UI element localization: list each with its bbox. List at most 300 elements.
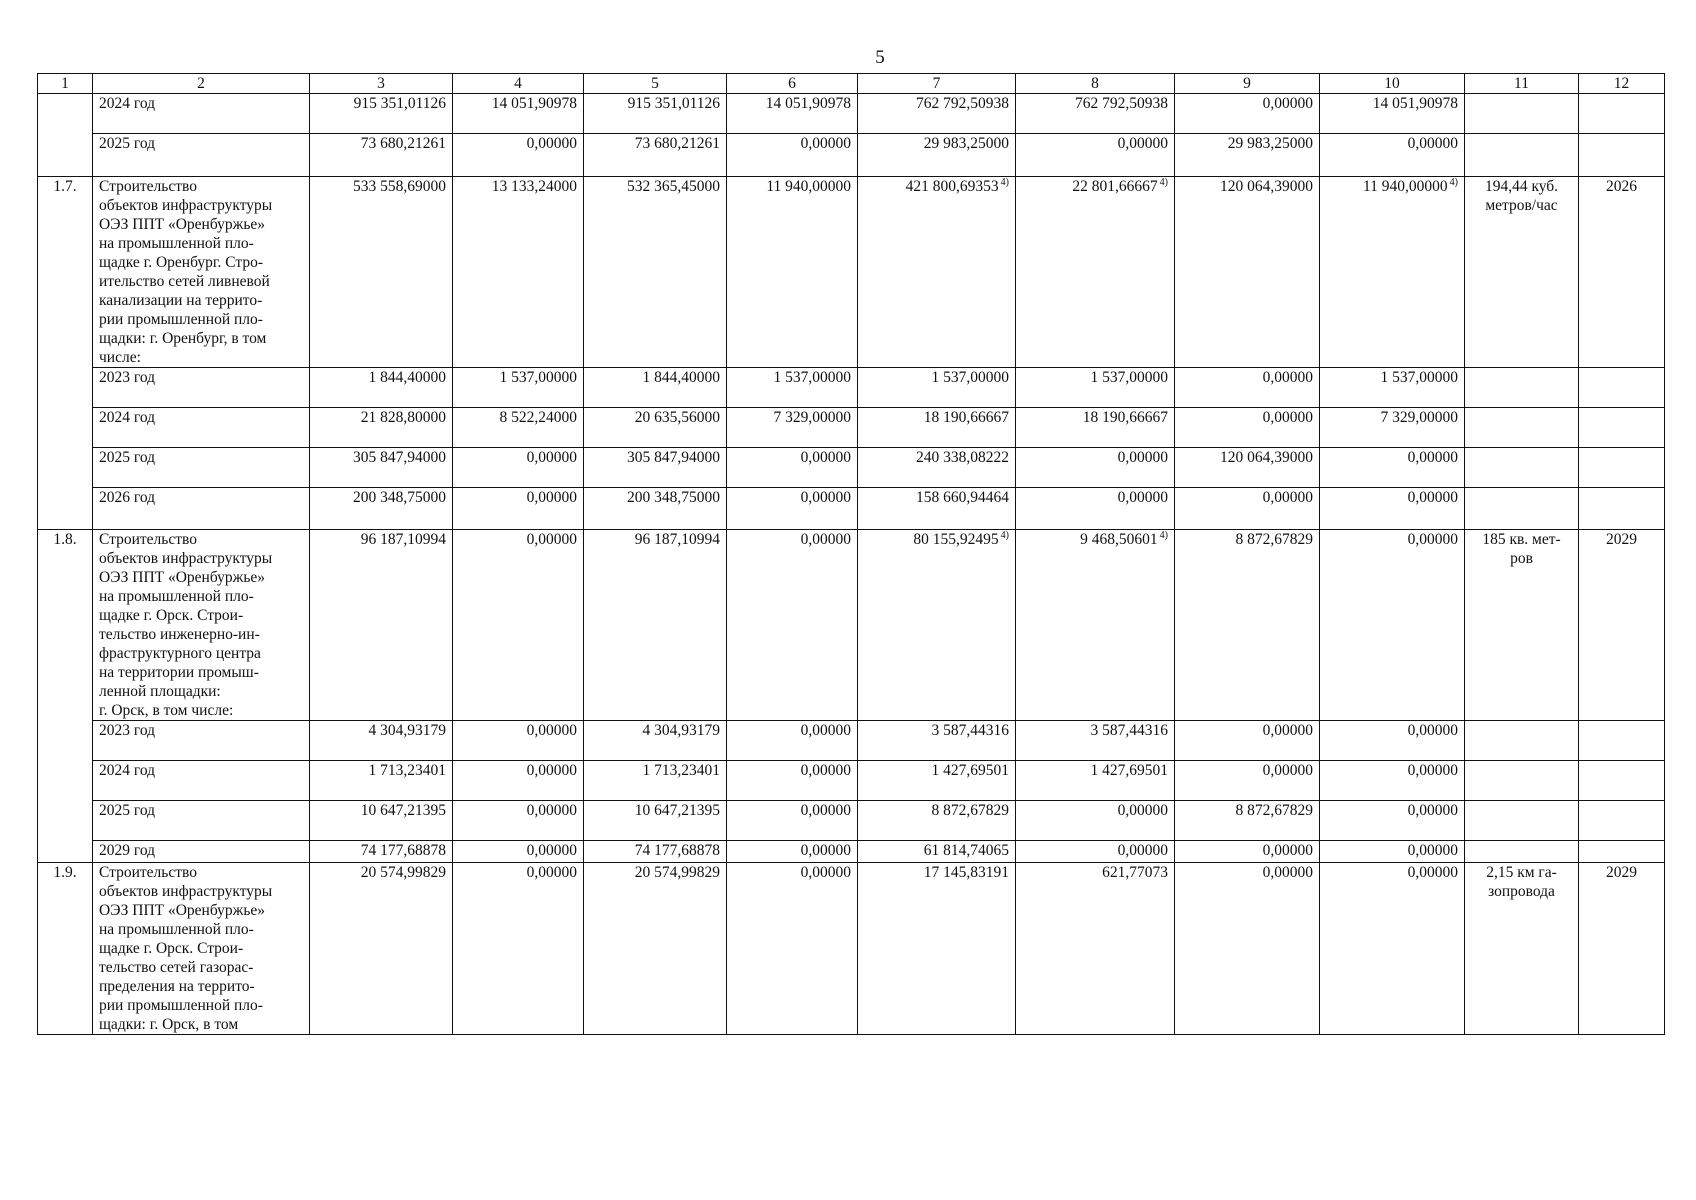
column-header-8: 8 [1016,74,1175,94]
value-cell-col-8 [1016,177,1175,368]
value-text: 0,00000 [526,449,577,466]
completion-year-cell [1579,801,1665,841]
value-text: 29 983,25000 [1227,135,1313,152]
name-line: на промышленной пло- [99,921,254,938]
page-number: 5 [875,47,885,68]
value-cell-col-6 [727,863,858,1035]
name-line: 2025 год [99,135,156,152]
value-text: 61 814,74065 [923,842,1009,859]
value-text: 0,00000 [1407,722,1458,739]
footnote-mark: 4) [1159,529,1168,541]
name-line: тельство сетей газорас- [99,959,254,976]
capacity-cell [1465,408,1579,448]
value-cell-col-3 [310,530,453,721]
item-name-cell [93,530,310,721]
value-text: 0,00000 [800,762,851,779]
value-text: 0,00000 [1262,95,1313,112]
year-cell [93,488,310,530]
value-text: 4 304,93179 [368,722,446,739]
footnote-mark: 4) [1000,176,1009,188]
value-text: 13 133,24000 [491,178,577,195]
capacity-cell [1465,448,1579,488]
value-cell-col-4 [453,863,584,1035]
completion-year-cell [1579,488,1665,530]
value-cell-col-9 [1175,761,1320,801]
value-cell-col-8 [1016,530,1175,721]
value-cell-col-7 [858,368,1016,408]
value-cell-col-5 [584,801,727,841]
table-row-year [38,134,1665,177]
value-text: 96 187,10994 [634,531,720,548]
value-cell-col-6 [727,368,858,408]
value-cell-col-9 [1175,863,1320,1035]
value-cell-col-6 [727,94,858,134]
year-cell [93,94,310,134]
value-text: 3 587,44316 [931,722,1009,739]
name-line: 2024 год [99,409,156,426]
value-text: 1 537,00000 [773,369,851,386]
value-text: 4 304,93179 [642,722,720,739]
value-text: 1 427,69501 [931,762,1009,779]
value-text: 80 155,92495 [913,531,999,548]
value-cell-col-6 [727,488,858,530]
name-line: Строительство [99,178,197,195]
value-cell-col-4 [453,488,584,530]
value-cell-col-5 [584,761,727,801]
value-cell-col-9 [1175,841,1320,863]
column-header-2: 2 [93,74,310,94]
value-text: 18 190,66667 [923,409,1009,426]
value-cell-col-3 [310,94,453,134]
value-text: 0,00000 [1262,489,1313,506]
capacity-cell [1465,841,1579,863]
capacity-cell [1465,368,1579,408]
table-row-year [38,368,1665,408]
table-row-item [38,177,1665,368]
capacity-cell [1465,94,1579,134]
name-line: на территории промыш- [99,664,259,681]
value-text: 1 844,40000 [642,369,720,386]
completion-year-cell [1579,721,1665,761]
value-text: 621,77073 [1102,864,1168,881]
value-cell-col-5 [584,863,727,1035]
value-cell-col-5 [584,134,727,177]
value-text: 96 187,10994 [360,531,446,548]
table-row-year [38,841,1665,863]
value-cell-col-9 [1175,721,1320,761]
name-line: щадки: г. Оренбург, в том [99,330,267,347]
value-text: 421 800,69353 [905,178,999,195]
value-text: 1 537,00000 [1380,369,1458,386]
value-cell-col-3 [310,761,453,801]
value-cell-col-8 [1016,134,1175,177]
value-cell-col-3 [310,863,453,1035]
value-text: 0,00000 [800,722,851,739]
table-row-year [38,488,1665,530]
value-cell-col-6 [727,841,858,863]
name-line: щадке г. Оренбург. Стро- [99,254,263,271]
name-line: 2023 год [99,369,156,386]
year-cell [93,761,310,801]
name-line: пределения на террито- [99,978,255,995]
column-header-5: 5 [584,74,727,94]
value-text: 0,00000 [526,531,577,548]
value-text: 915 351,01126 [353,95,446,112]
value-cell-col-5 [584,488,727,530]
value-cell-col-5 [584,368,727,408]
name-line: рии промышленной пло- [99,311,263,328]
value-text: 22 801,66667 [1072,178,1158,195]
completion-year-cell: 2029 [1579,863,1665,1035]
value-cell-col-4 [453,448,584,488]
value-text: 0,00000 [1407,531,1458,548]
value-cell-col-8 [1016,488,1175,530]
value-text: 0,00000 [800,449,851,466]
name-line: 2029 год [99,842,156,859]
value-text: 0,00000 [800,842,851,859]
value-text: 200 348,75000 [353,489,446,506]
value-text: 915 351,01126 [627,95,720,112]
value-cell-col-7 [858,177,1016,368]
value-cell-col-6 [727,530,858,721]
name-line: ОЭЗ ППТ «Оренбуржье» [99,216,266,233]
value-cell-col-4 [453,177,584,368]
value-cell-col-9 [1175,448,1320,488]
value-text: 8 872,67829 [931,802,1009,819]
value-text: 7 329,00000 [773,409,851,426]
column-header-12: 12 [1579,74,1665,94]
table-row-year [38,94,1665,134]
item-name-cell [93,863,310,1035]
value-cell-col-7 [858,721,1016,761]
item-name-cell [93,177,310,368]
value-text: 0,00000 [526,762,577,779]
completion-year-cell: 2029 [1579,530,1665,721]
column-header-1: 1 [38,74,93,94]
table-row-item [38,530,1665,721]
item-code-cell: 1.8. [38,530,93,863]
name-line: объектов инфраструктуры [99,197,273,214]
value-cell-col-5 [584,721,727,761]
value-cell-col-9 [1175,177,1320,368]
value-cell-col-10 [1320,801,1465,841]
value-text: 0,00000 [1117,449,1168,466]
name-line: объектов инфраструктуры [99,883,273,900]
value-text: 1 427,69501 [1090,762,1168,779]
value-cell-col-10 [1320,408,1465,448]
completion-year-cell [1579,408,1665,448]
budget-table [37,73,1665,1035]
value-text: 0,00000 [1407,864,1458,881]
completion-year-cell [1579,761,1665,801]
value-cell-col-5 [584,408,727,448]
value-cell-col-7 [858,801,1016,841]
table-body [38,74,1665,1035]
value-text: 0,00000 [526,489,577,506]
table-row-year [38,448,1665,488]
value-cell-col-3 [310,408,453,448]
value-text: 305 847,94000 [627,449,720,466]
value-text: 1 713,23401 [642,762,720,779]
footnote-mark: 4) [1000,529,1009,541]
name-line: числе: [99,349,141,366]
value-text: 0,00000 [526,864,577,881]
value-cell-col-5 [584,94,727,134]
name-line: ОЭЗ ППТ «Оренбуржье» [99,569,266,586]
value-text: 1 844,40000 [368,369,446,386]
value-text: 0,00000 [526,842,577,859]
value-cell-col-10 [1320,94,1465,134]
value-cell-col-3 [310,448,453,488]
item-code-cell: 1.9. [38,863,93,1035]
value-text: 0,00000 [1262,762,1313,779]
capacity-line: ров [1510,550,1533,567]
value-text: 14 051,90978 [491,95,577,112]
value-text: 240 338,08222 [916,449,1009,466]
value-text: 7 329,00000 [1380,409,1458,426]
value-text: 9 468,50601 [1080,531,1158,548]
name-line: 2025 год [99,802,156,819]
value-cell-col-9 [1175,94,1320,134]
value-cell-col-3 [310,134,453,177]
value-text: 1 537,00000 [931,369,1009,386]
value-text: 20 635,56000 [634,409,720,426]
value-cell-col-9 [1175,368,1320,408]
column-header-11: 11 [1465,74,1579,94]
value-text: 8 872,67829 [1235,531,1313,548]
name-line: ленной площадки: [99,683,221,700]
value-text: 1 537,00000 [1090,369,1168,386]
value-cell-col-4 [453,841,584,863]
value-text: 200 348,75000 [627,489,720,506]
value-cell-col-4 [453,134,584,177]
value-cell-col-8 [1016,863,1175,1035]
value-cell-col-6 [727,721,858,761]
value-cell-col-10 [1320,761,1465,801]
value-cell-col-9 [1175,408,1320,448]
year-cell [93,801,310,841]
value-text: 11 940,00000 [1362,178,1448,195]
value-cell-col-10 [1320,530,1465,721]
value-cell-col-8 [1016,721,1175,761]
column-header-9: 9 [1175,74,1320,94]
value-cell-col-7 [858,448,1016,488]
value-cell-col-7 [858,408,1016,448]
column-header-7: 7 [858,74,1016,94]
value-cell-col-7 [858,841,1016,863]
year-cell [93,448,310,488]
value-text: 0,00000 [526,722,577,739]
value-text: 21 828,80000 [360,409,446,426]
year-cell [93,841,310,863]
name-line: щадке г. Орск. Строи- [99,607,244,624]
value-text: 73 680,21261 [634,135,720,152]
table-row-year [38,801,1665,841]
value-text: 532 365,45000 [627,178,720,195]
capacity-line: 194,44 куб. [1484,178,1559,195]
name-line: рии промышленной пло- [99,997,263,1014]
value-text: 762 792,50938 [1075,95,1168,112]
name-line: г. Орск, в том числе: [99,702,234,719]
capacity-cell [1465,488,1579,530]
value-text: 74 177,68878 [634,842,720,859]
name-line: 2024 год [99,762,156,779]
year-cell [93,721,310,761]
capacity-cell [1465,863,1579,1035]
value-text: 14 051,90978 [765,95,851,112]
value-text: 0,00000 [800,531,851,548]
value-cell-col-10 [1320,721,1465,761]
value-text: 0,00000 [1117,135,1168,152]
value-cell-col-6 [727,134,858,177]
value-cell-col-8 [1016,368,1175,408]
value-text: 305 847,94000 [353,449,446,466]
value-text: 8 872,67829 [1235,802,1313,819]
value-text: 73 680,21261 [360,135,446,152]
value-text: 0,00000 [526,135,577,152]
value-cell-col-3 [310,841,453,863]
value-cell-col-7 [858,134,1016,177]
name-line: фраструктурного центра [99,645,261,662]
value-text: 762 792,50938 [916,95,1009,112]
value-cell-col-10 [1320,448,1465,488]
footnote-mark: 4) [1449,176,1458,188]
completion-year-cell [1579,94,1665,134]
value-text: 74 177,68878 [360,842,446,859]
value-cell-col-9 [1175,488,1320,530]
value-text: 10 647,21395 [634,802,720,819]
value-text: 0,00000 [1262,369,1313,386]
value-text: 0,00000 [800,802,851,819]
value-text: 0,00000 [1117,802,1168,819]
value-cell-col-7 [858,863,1016,1035]
value-text: 11 940,00000 [766,178,851,195]
capacity-line: 185 кв. мет- [1482,531,1561,548]
value-cell-col-10 [1320,134,1465,177]
name-line: 2026 год [99,489,156,506]
value-cell-col-6 [727,761,858,801]
item-code-cell [38,94,93,177]
value-cell-col-6 [727,177,858,368]
year-cell [93,408,310,448]
value-text: 18 190,66667 [1082,409,1168,426]
column-header-6: 6 [727,74,858,94]
name-line: канализации на террито- [99,292,263,309]
value-text: 0,00000 [1262,409,1313,426]
value-text: 3 587,44316 [1090,722,1168,739]
value-cell-col-4 [453,408,584,448]
name-line: ительство сетей ливневой [99,273,270,290]
table-row-item [38,863,1665,1035]
value-text: 0,00000 [1262,842,1313,859]
value-cell-col-8 [1016,94,1175,134]
completion-year-cell [1579,841,1665,863]
value-cell-col-8 [1016,801,1175,841]
capacity-cell [1465,530,1579,721]
value-text: 0,00000 [1407,842,1458,859]
capacity-line: метров/час [1485,197,1558,214]
capacity-cell [1465,134,1579,177]
value-cell-col-4 [453,721,584,761]
value-cell-col-10 [1320,863,1465,1035]
value-cell-col-10 [1320,368,1465,408]
value-text: 0,00000 [1262,722,1313,739]
capacity-line: 2,15 км га- [1486,864,1557,881]
value-cell-col-7 [858,761,1016,801]
value-text: 1 713,23401 [368,762,446,779]
value-cell-col-3 [310,721,453,761]
value-text: 158 660,94464 [916,489,1009,506]
capacity-line: зопровода [1488,883,1555,900]
value-cell-col-6 [727,408,858,448]
capacity-cell [1465,761,1579,801]
value-text: 0,00000 [1117,489,1168,506]
value-text: 0,00000 [800,864,851,881]
value-cell-col-7 [858,488,1016,530]
value-cell-col-4 [453,761,584,801]
value-cell-col-6 [727,801,858,841]
value-cell-col-3 [310,488,453,530]
value-cell-col-4 [453,530,584,721]
value-cell-col-8 [1016,761,1175,801]
value-text: 120 064,39000 [1220,449,1313,466]
completion-year-cell: 2026 [1579,177,1665,368]
value-text: 120 064,39000 [1220,178,1313,195]
item-code-cell: 1.7. [38,177,93,530]
completion-year-cell [1579,368,1665,408]
footnote-mark: 4) [1159,176,1168,188]
value-cell-col-3 [310,177,453,368]
value-cell-col-9 [1175,530,1320,721]
value-text: 10 647,21395 [360,802,446,819]
value-text: 0,00000 [526,802,577,819]
value-cell-col-4 [453,801,584,841]
value-cell-col-10 [1320,841,1465,863]
name-line: на промышленной пло- [99,588,254,605]
name-line: Строительство [99,531,197,548]
value-cell-col-4 [453,94,584,134]
value-cell-col-5 [584,177,727,368]
value-text: 14 051,90978 [1372,95,1458,112]
completion-year-cell [1579,134,1665,177]
value-cell-col-9 [1175,134,1320,177]
name-line: 2024 год [99,95,156,112]
column-header-3: 3 [310,74,453,94]
value-cell-col-7 [858,530,1016,721]
name-line: ОЭЗ ППТ «Оренбуржье» [99,902,266,919]
value-text: 0,00000 [1262,864,1313,881]
table-row-year [38,408,1665,448]
value-cell-col-3 [310,368,453,408]
column-number-row [38,74,1665,94]
value-cell-col-5 [584,448,727,488]
completion-year-cell [1579,448,1665,488]
value-text: 8 522,24000 [499,409,577,426]
name-line: 2023 год [99,722,156,739]
capacity-cell [1465,177,1579,368]
year-cell [93,368,310,408]
value-cell-col-6 [727,448,858,488]
name-line: 2025 год [99,449,156,466]
name-line: объектов инфраструктуры [99,550,273,567]
name-line: на промышленной пло- [99,235,254,252]
value-cell-col-8 [1016,841,1175,863]
name-line: щадке г. Орск. Строи- [99,940,244,957]
value-text: 0,00000 [1407,449,1458,466]
name-line: Строительство [99,864,197,881]
table-row-year [38,761,1665,801]
value-cell-col-3 [310,801,453,841]
